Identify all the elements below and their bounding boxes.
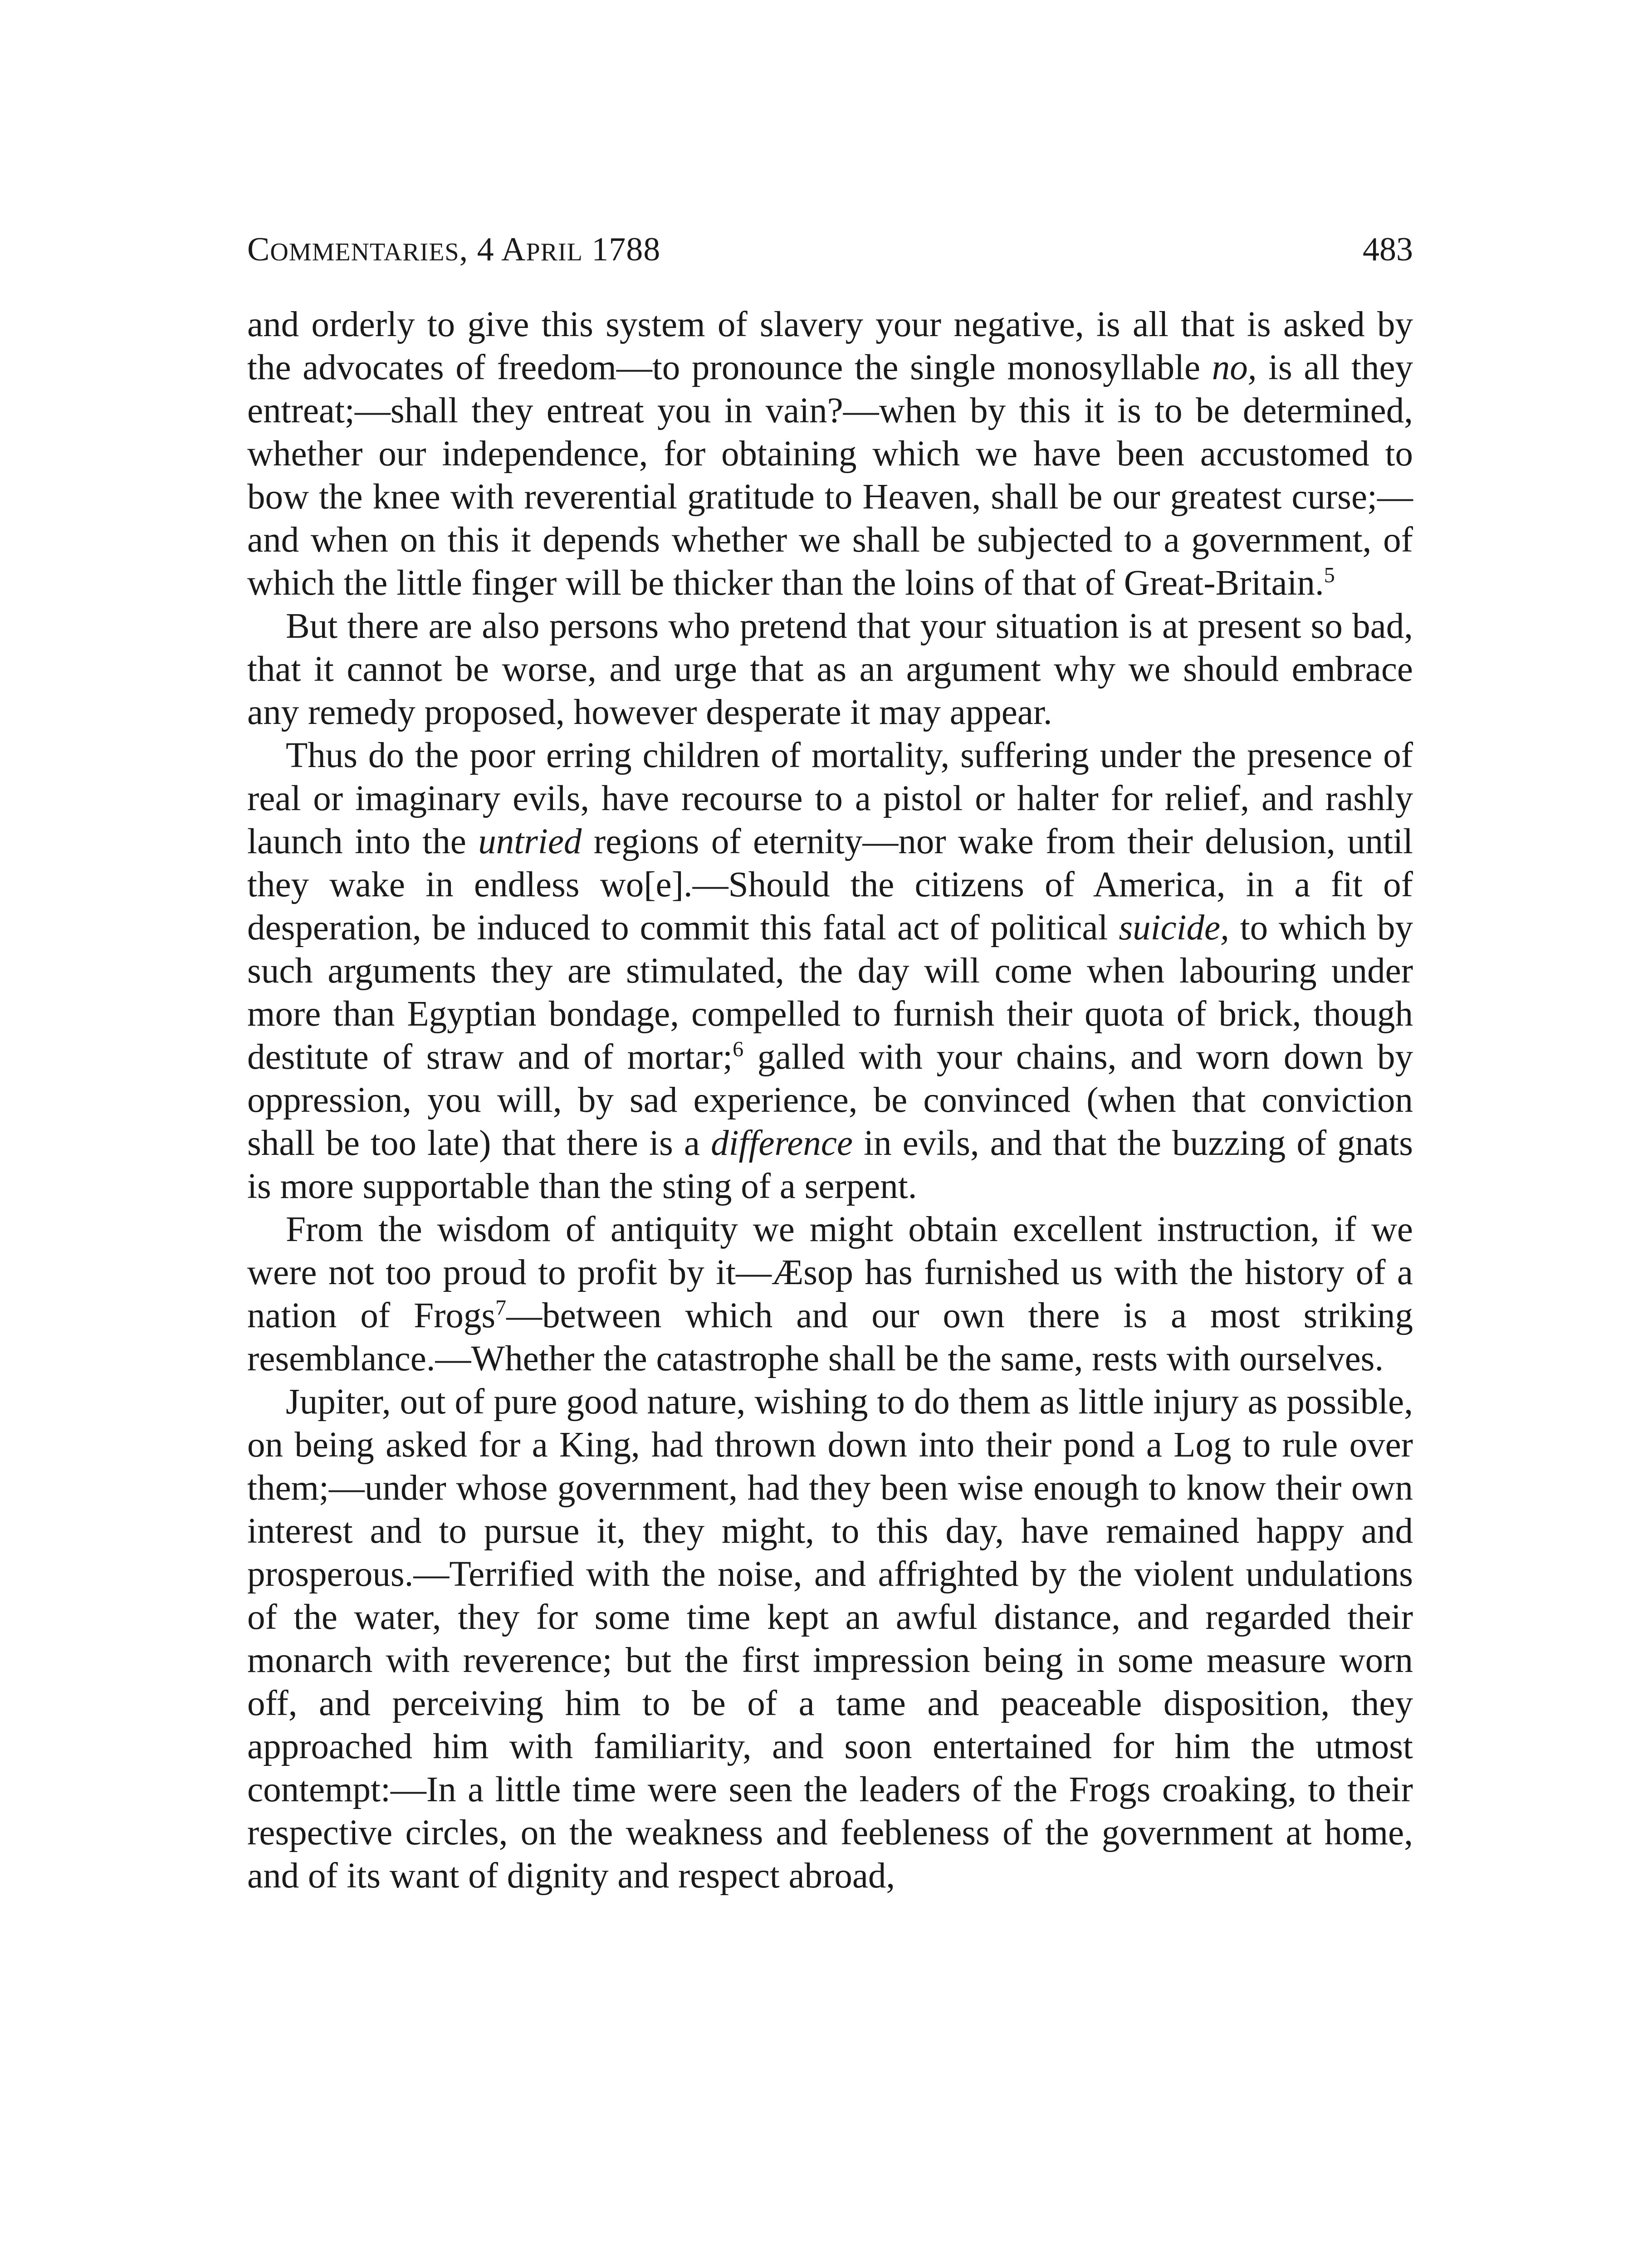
title-month-initial: A: [501, 231, 526, 268]
title-year: 1788: [582, 231, 661, 268]
title-date-part: , 4: [459, 231, 501, 268]
footnote-ref-7: 7: [495, 1295, 507, 1320]
p3-italic-3: difference: [711, 1124, 853, 1163]
paragraph-3: [247, 734, 1413, 1208]
p4-text-1: From the wisdom of antiquity we might obtain excellent instruction, if we were not too proud to profit by it—Æsop has furnished us with the history of a nation of Frogs: [247, 1210, 1413, 1335]
title-month-rest: PRIL: [526, 238, 583, 266]
running-title: [247, 222, 660, 279]
p3-text-3: to which by such arguments they are stimulated, the day will come when labouring under more than Egyptian bondage, compelled to furnish their quota of brick, though destitute of straw and of mortar;: [247, 908, 1413, 1077]
p5-text-1: Jupiter, out of pure good nature, wishing to do them as little injury as possible, on being asked for a King, had thrown down into their pond a Log to rule over them;—under whose government, had they been wise enough to know their own interest and to pursue it, they might, to this day, have remained happy and prosperous.—Terrified with the noise, and affrighted by the violent undulations of the water, they for some time kept an awful distance, and regarded their monarch with reverence; but the first impression being in some measure worn off, and perceiving him to be of a tame and peaceable disposition, they approached him with familiarity, and soon entertained for him the utmost contempt:—In a little time were seen the leaders of the Frogs croaking, to their respective circles, on the weakness and feebleness of the government at home, and of its want of dignity and respect abroad,: [247, 1382, 1413, 1896]
p1-text-1: and orderly to give this system of slavery your negative, is all that is asked by the advocates of freedom—to pronounce the single monosyllable: [247, 305, 1413, 387]
running-head: [247, 222, 1413, 277]
p3-text-2: regions of eternity—nor wake from their delusion, until they wake in endless wo[e].—Should the citizens of America, in a fit of desperation, be induced to commit this fatal act of political: [247, 822, 1413, 948]
paragraph-5: [247, 1380, 1413, 1897]
title-rest: OMMENTARIES: [270, 238, 460, 266]
p1-text-2: is all they entreat;—shall they entreat you in vain?—when by this it is to be determined, whether our independence, for obtaining which we have been accustomed to bow the knee with reverential gratitude to Heaven, shall be our greatest curse;—and when on this it depends whether we shall be subjected to a government, of which the little finger will be thicker than the loins of that of Great-Britain.: [247, 348, 1413, 603]
footnote-ref-6: 6: [733, 1037, 744, 1061]
page-number: 483: [1363, 231, 1413, 268]
p3-italic-2: suicide,: [1119, 908, 1229, 948]
paragraph-4: [247, 1208, 1413, 1380]
body-text: [247, 303, 1413, 1897]
p3-italic-1: untried: [478, 822, 582, 861]
paragraph-2: [247, 605, 1413, 734]
p4-text-2: —between which and our own there is a most striking resemblance.—Whether the catastrophe shall be the same, rests with ourselves.: [247, 1296, 1413, 1378]
p3-text-5: in evils, and that the buzzing of gnats is more supportable than the sting of a serpent.: [247, 1124, 1413, 1206]
p1-italic-1: no,: [1212, 348, 1257, 387]
p2-text-1: But there are also persons who pretend that your situation is at present so bad, that it cannot be worse, and urge that as an argument why we should embrace any remedy proposed, however desperate it may appear.: [247, 606, 1413, 732]
footnote-ref-5: 5: [1324, 563, 1335, 587]
title-initial: C: [247, 231, 270, 268]
paragraph-1: [247, 303, 1413, 605]
p3-text-4: galled with your chains, and worn down by oppression, you will, by sad experience, be convinced (when that conviction shall be too late) that there is a: [247, 1037, 1413, 1163]
p3-text-1: Thus do the poor erring children of mortality, suffering under the presence of real or imaginary evils, have recourse to a pistol or halter for relief, and rashly launch into the: [247, 736, 1413, 861]
